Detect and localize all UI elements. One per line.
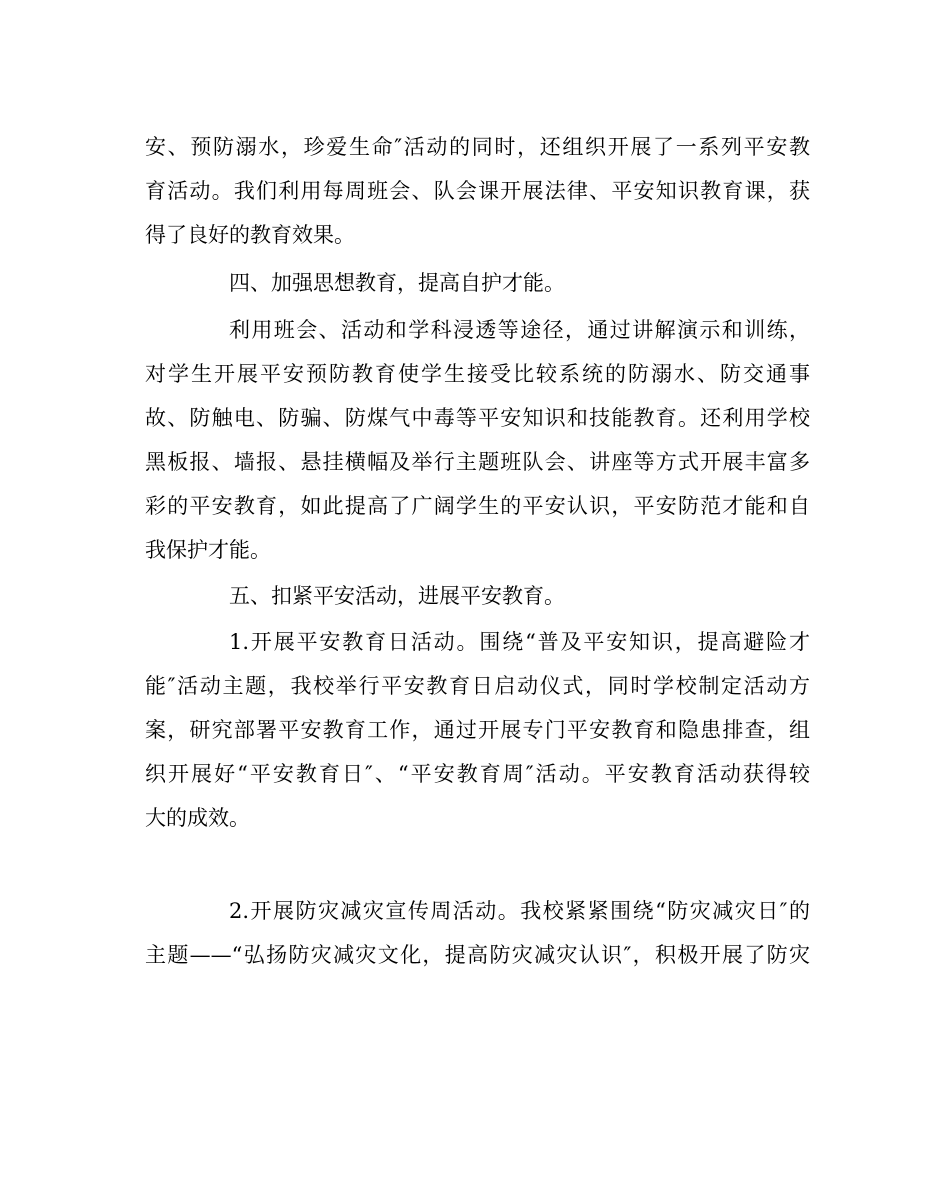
section-heading: 四、加强思想教育，提高自护才能。 [229,271,565,295]
text-line: 利用班会、活动和学科浸透等途径，通过讲解演示和训练， [229,318,810,342]
text-line: 安、预防溺水，珍爱生命″活动的同时，还组织开展了一系列平安教 [145,135,810,159]
text-line: 育活动。我们利用每周班会、队会课开展法律、平安知识教育课，获 [145,179,810,203]
text-line: 对学生开展平安预防教育使学生接受比较系统的防溺水、防交通事 [145,362,810,386]
text-line: 能″活动主题，我校举行平安教育日启动仪式，同时学校制定活动方 [145,674,810,698]
text-line: 我保护才能。 [145,538,271,562]
text-line: 彩的平安教育，如此提高了广阔学生的平安认识，平安防范才能和自 [145,494,810,518]
text-line: 2.开展防灾减灾宣传周活动。我校紧紧围绕“防灾减灾日″的 [229,899,810,923]
section-heading: 五、扣紧平安活动，进展平安教育。 [229,584,565,608]
text-line: 案，研究部署平安教育工作，通过开展专门平安教育和隐患排查，组 [145,718,810,742]
text-line: 得了良好的教育效果。 [145,223,355,247]
text-line: 大的成效。 [145,806,250,830]
text-line: 主题——“弘扬防灾减灾文化，提高防灾减灾认识″，积极开展了防灾 [145,943,810,967]
text-line: 1.开展平安教育日活动。围绕“普及平安知识，提高避险才 [229,630,810,654]
text-line: 织开展好“平安教育日″、“平安教育周″活动。平安教育活动获得较 [145,762,810,786]
text-line: 黑板报、墙报、悬挂横幅及举行主题班队会、讲座等方式开展丰富多 [145,450,810,474]
text-line: 故、防触电、防骗、防煤气中毒等平安知识和技能教育。还利用学校 [145,406,810,430]
